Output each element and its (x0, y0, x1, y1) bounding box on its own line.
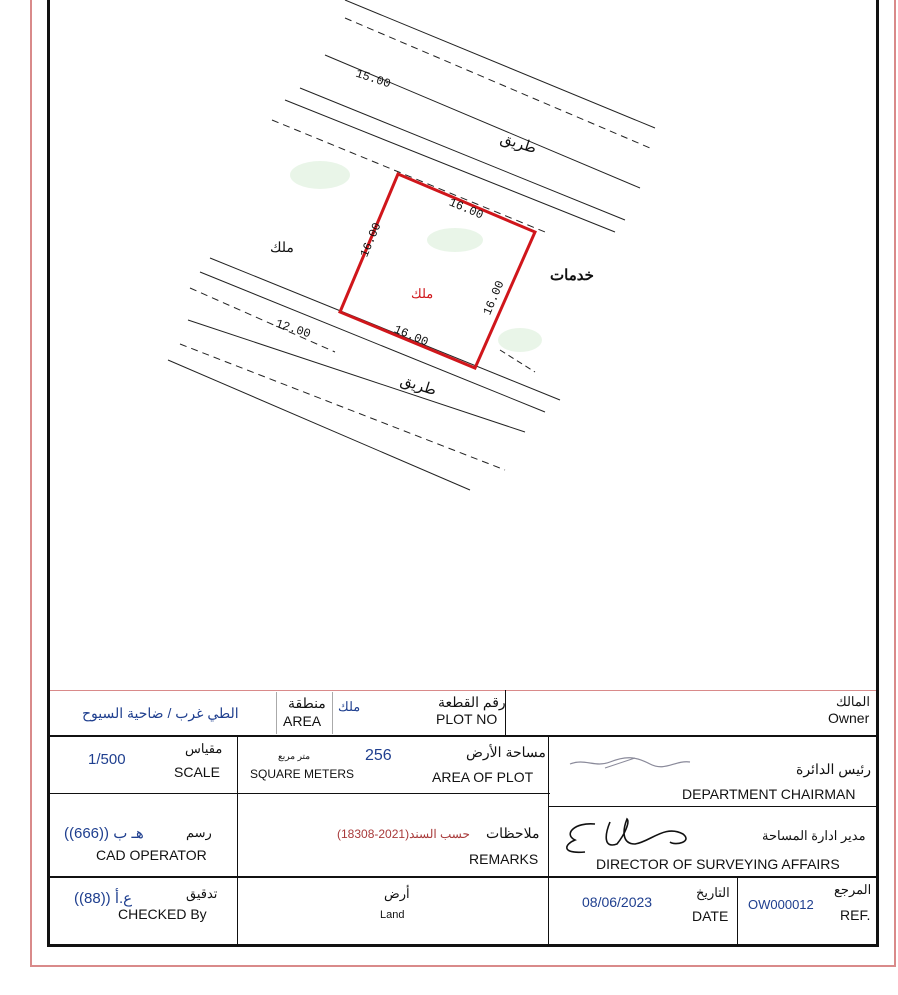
road-top-width: 15.00 (353, 66, 393, 92)
chairman-signature (565, 752, 695, 774)
plot-side-top: 16.00 (446, 195, 486, 223)
area-value: الطي غرب / ضاحية السيوح (82, 705, 239, 721)
land-label-en: Land (380, 909, 405, 921)
director-label-ar: مدير ادارة المساحة (762, 828, 866, 843)
cad-label-ar: رسم (186, 825, 212, 840)
right-neighbor-label: خدمات (550, 267, 594, 284)
date-label-en: DATE (692, 908, 729, 924)
left-neighbor-label: ملك (270, 239, 294, 255)
plot-side-right: 16.00 (480, 278, 508, 318)
sqm-label-en: SQUARE METERS (250, 767, 355, 781)
date-label-ar: التاريخ (696, 885, 730, 900)
director-label-en: DIRECTOR OF SURVEYING AFFAIRS (596, 856, 840, 872)
owner-label-ar: المالك (836, 694, 870, 709)
remarks-label-en: REMARKS (469, 851, 539, 867)
remarks-value: حسب السند(2021-18308) (337, 827, 470, 841)
area-label-en: AREA (283, 713, 322, 729)
area-of-plot-value: 256 (365, 747, 392, 764)
plot-side-bottom: 16.00 (391, 322, 431, 350)
area-of-plot-label-ar: مساحة الأرض (466, 744, 546, 760)
road-bottom-label: طريق (398, 371, 439, 400)
checked-label-en: CHECKED By (118, 906, 207, 922)
dept-chairman-label-ar: رئيس الدائرة (796, 761, 871, 777)
scale-label-ar: مقياس (185, 741, 223, 756)
checked-label-ar: تدقيق (186, 886, 218, 901)
cad-value: هـ ب ((666)) (64, 825, 144, 842)
plot-label: ملك (411, 286, 434, 301)
ref-label-en: REF. (840, 907, 871, 923)
plot-no-label-en: PLOT NO (436, 711, 498, 727)
land-label-ar: أرض (384, 886, 410, 901)
scale-label-en: SCALE (174, 764, 220, 780)
ref-label-ar: المرجع (834, 882, 872, 897)
area-of-plot-label-en: AREA OF PLOT (432, 769, 534, 785)
scale-value: 1/500 (88, 751, 126, 768)
director-signature (555, 814, 725, 859)
road-bottom-width: 12.00 (273, 316, 313, 342)
sqm-label-ar: متر مربع (278, 751, 311, 761)
plot-no-label-ar: رقم القطعة (438, 694, 506, 710)
dept-chairman-label-en: DEPARTMENT CHAIRMAN (682, 786, 856, 802)
date-value: 08/06/2023 (582, 894, 653, 910)
plot-side-left: 16.00 (357, 220, 385, 260)
remarks-label-ar: ملاحظات (486, 825, 540, 841)
area-label-ar: منطقة (288, 695, 326, 711)
owner-label-en: Owner (828, 710, 870, 726)
checked-value: ع.أ ((88)) (74, 890, 133, 907)
road-top-label: طريق (498, 129, 539, 158)
ref-value: OW000012 (748, 897, 814, 912)
cad-label-en: CAD OPERATOR (96, 847, 207, 863)
plot-no-value: ملك (338, 699, 361, 714)
